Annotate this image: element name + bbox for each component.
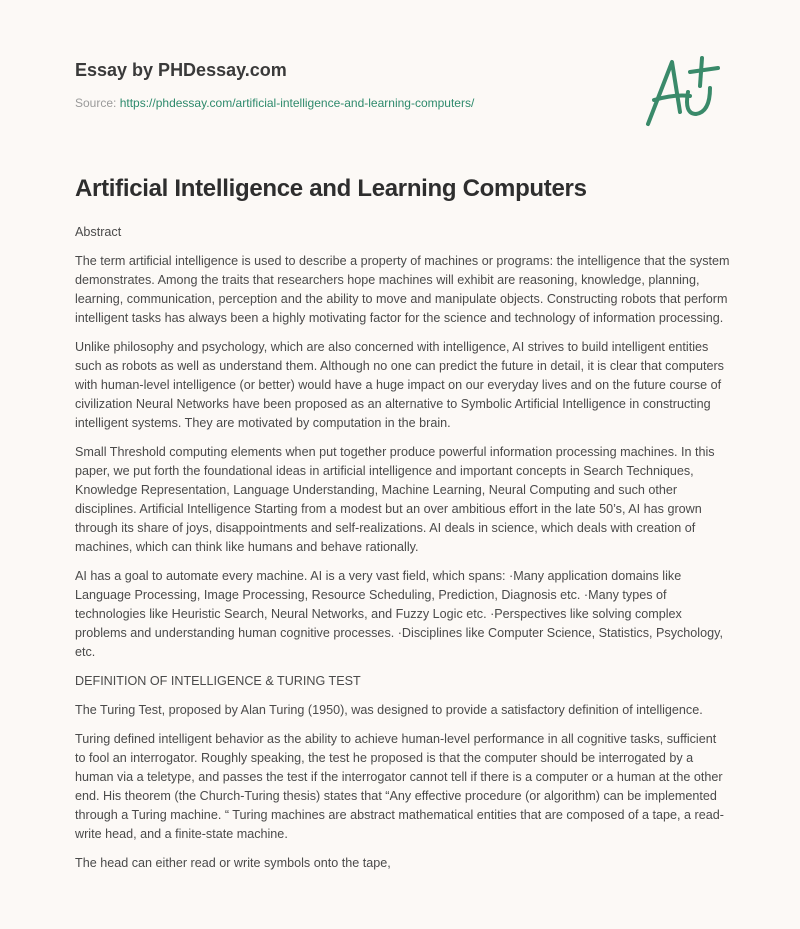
a-plus-logo-icon	[640, 52, 724, 128]
site-title: Essay by PHDessay.com	[75, 60, 287, 80]
source-link[interactable]: https://phdessay.com/artificial-intelligence-and-learning-computers/	[119, 96, 475, 110]
paragraph: Small Threshold computing elements when put together produce powerful information processing machines. In this paper, we put forth the foundational ideas in artificial intelligence and important concepts in Search Techniques, Knowledge Representation, Language Understanding, Machine Learning, Neural Computing and such other disciplines. Artificial Intelligence Starting from a modest but an over ambitious effort in the late 50’s, AI has grown through its share of joys, disappointments and self-realizations. AI deals in science, which deals with creation of machines, which can think like humans and behave rationally.	[75, 445, 715, 554]
paragraph: Unlike philosophy and psychology, which are also concerned with intelligence, AI strives to build intelligent entities such as robots as well as understand them. Although no one can predict the future in detail, it is clear that computers with human-level intelligence (or better) would have a huge impact on our everyday lives and on the future course of civilization Neural Networks have been proposed as an alternative to Symbolic Artificial Intelligence in constructing intelligent systems. They are motivated by computation in the brain.	[75, 340, 724, 430]
source-label: Source:	[75, 96, 117, 110]
essay-content	[75, 175, 730, 883]
paragraph: The head can either read or write symbols onto the tape,	[75, 856, 391, 870]
paragraph: AI has a goal to automate every machine. AI is a very vast field, which spans: ·Many application domains like Language Processing, Image Processing, Resource Scheduling, Prediction, Diagnosis etc. ·Many types of technologies like Heuristic Search, Neural Networks, and Fuzzy Logic etc. ·Perspectives like solving complex problems and understanding human cognitive processes. ·Disciplines like Computer Science, Statistics, Psychology, etc.	[75, 569, 723, 659]
paragraph: Turing defined intelligent behavior as the ability to achieve human-level performance in all cognitive tasks, sufficient to fool an interrogator. Roughly speaking, the test he proposed is that the computer should be interrogated by a human via a teletype, and passes the test if the interrogator cannot tell if there is a computer or a human at the other end. His theorem (the Church-Turing thesis) states that “Any effective procedure (or algorithm) can be implemented through a Turing machine. “ Turing machines are abstract mathematical entities that are composed of a tape, a read-write head, and a finite-state machine.	[75, 732, 724, 841]
abstract-heading: Abstract	[75, 225, 122, 239]
source-line	[75, 96, 474, 110]
paragraph: The Turing Test, proposed by Alan Turing (1950), was designed to provide a satisfactory definition of intelligence.	[75, 703, 703, 717]
section-heading: DEFINITION OF INTELLIGENCE & TURING TEST	[75, 674, 361, 688]
paragraph: The term artificial intelligence is used to describe a property of machines or programs: the intelligence that the system demonstrates. Among the traits that researchers hope machines will exhibit are reasoning, knowledge, planning, learning, communication, perception and the ability to move and manipulate objects. Constructing robots that perform intelligent tasks has always been a highly motivating factor for the science and technology of information processing.	[75, 254, 730, 325]
essay-title: Artificial Intelligence and Learning Computers	[75, 175, 587, 202]
